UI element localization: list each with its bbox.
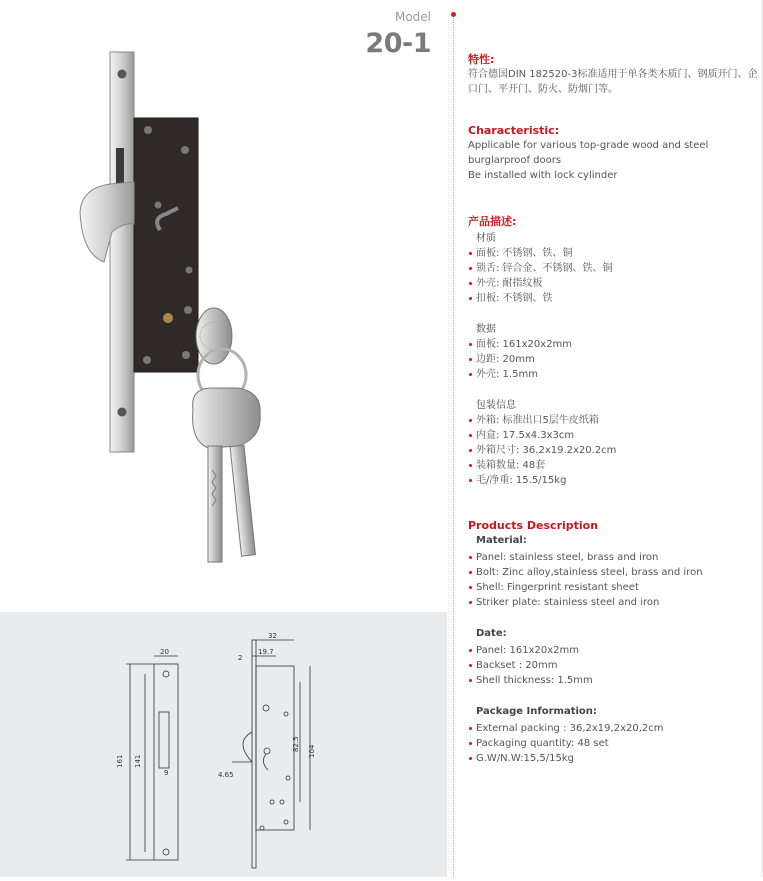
product-desc-cn-title: 产品描述: bbox=[468, 215, 517, 228]
list-item: 装箱数量: 48套 bbox=[468, 458, 758, 473]
dim-side-offset: 19.7 bbox=[258, 648, 274, 656]
dim-front-width: 20 bbox=[160, 648, 169, 656]
features-cn-section bbox=[468, 52, 758, 97]
date-en-list bbox=[468, 643, 758, 688]
product-desc-cn-section bbox=[468, 214, 758, 488]
dim-side-bolt: 4.65 bbox=[218, 771, 234, 779]
technical-drawing bbox=[0, 612, 447, 877]
dim-side-plate: 2 bbox=[238, 654, 243, 662]
package-en-list bbox=[468, 721, 758, 766]
characteristic-section bbox=[468, 123, 758, 183]
list-item: Shell thickness: 1.5mm bbox=[468, 673, 758, 688]
keys bbox=[193, 308, 261, 562]
features-cn-title: 特性: bbox=[468, 53, 495, 66]
dim-front-height-outer: 161 bbox=[116, 754, 124, 768]
features-cn-text: 符合德国DIN 182520-3标准适用于单各类木质门、钢质开门、企口门、平开门、防火、防烟门等。 bbox=[468, 69, 758, 95]
list-item: Packaging quantity: 48 set bbox=[468, 736, 758, 751]
characteristic-title: Characteristic: bbox=[468, 124, 560, 137]
model-number: 20-1 bbox=[365, 28, 431, 59]
list-item: 边距: 20mm bbox=[468, 352, 758, 367]
characteristic-line: Be installed with lock cylinder bbox=[468, 170, 618, 181]
lock-illustration bbox=[0, 0, 447, 612]
list-item: 外壳: 耐指纹板 bbox=[468, 276, 758, 291]
side-view bbox=[232, 640, 310, 868]
list-item: External packing : 36,2x19,2x20,2cm bbox=[468, 721, 758, 736]
list-item: 面板: 不锈钢、铁、铜 bbox=[468, 246, 758, 261]
material-cn-list bbox=[468, 246, 758, 306]
package-cn-list bbox=[468, 413, 758, 488]
list-item: 外箱尺寸: 36.2x19.2x20.2cm bbox=[468, 443, 758, 458]
faceplate bbox=[110, 52, 134, 452]
list-item: 面板: 161x20x2mm bbox=[468, 337, 758, 352]
data-cn-list bbox=[468, 337, 758, 382]
dim-front-height-inner: 141 bbox=[134, 754, 142, 768]
package-en-title: Package Information: bbox=[476, 706, 597, 717]
product-desc-en-title: Products Description bbox=[468, 519, 599, 532]
material-en-title: Material: bbox=[476, 535, 527, 546]
dim-side-h1: 82.5 bbox=[292, 736, 300, 752]
divider-dot bbox=[451, 12, 456, 17]
list-item: 外箱: 标准出口5层牛皮纸箱 bbox=[468, 413, 758, 428]
list-item: Panel: 161x20x2mm bbox=[468, 643, 758, 658]
list-item: Striker plate: stainless steel and iron bbox=[468, 595, 758, 610]
lock-body bbox=[134, 118, 198, 372]
list-item: Shell: Fingerprint resistant sheet bbox=[468, 580, 758, 595]
product-desc-en-section bbox=[468, 518, 758, 766]
material-cn-title: 材质 bbox=[476, 233, 496, 244]
product-photo bbox=[0, 0, 447, 612]
vertical-divider bbox=[453, 14, 454, 877]
list-item: 扣板: 不锈钢、铁 bbox=[468, 291, 758, 306]
list-item: 毛/净重: 15.5/15kg bbox=[468, 473, 758, 488]
model-label: Model bbox=[394, 10, 431, 24]
dim-side-h2: 104 bbox=[308, 744, 316, 758]
dim-side-depth: 32 bbox=[268, 632, 277, 640]
data-cn-title: 数据 bbox=[476, 324, 496, 335]
package-cn-title: 包装信息 bbox=[476, 400, 516, 411]
list-item: 锁舌: 锌合金、不锈钢、铁、铜 bbox=[468, 261, 758, 276]
dimension-drawing bbox=[0, 612, 447, 877]
material-en-list bbox=[468, 550, 758, 610]
list-item: 外壳: 1.5mm bbox=[468, 367, 758, 382]
date-en-title: Date: bbox=[476, 628, 507, 639]
list-item: G.W/N.W:15,5/15kg bbox=[468, 751, 758, 766]
list-item: Bolt: Zinc alloy,stainless steel, brass and iron bbox=[468, 565, 758, 580]
characteristic-line: Applicable for various top-grade wood and steel bbox=[468, 140, 709, 151]
list-item: Panel: stainless steel, brass and iron bbox=[468, 550, 758, 565]
characteristic-line: burglarproof doors bbox=[468, 155, 562, 166]
list-item: 内盒: 17.5x4.3x3cm bbox=[468, 428, 758, 443]
dim-front-small: 9 bbox=[164, 769, 169, 777]
list-item: Backset : 20mm bbox=[468, 658, 758, 673]
